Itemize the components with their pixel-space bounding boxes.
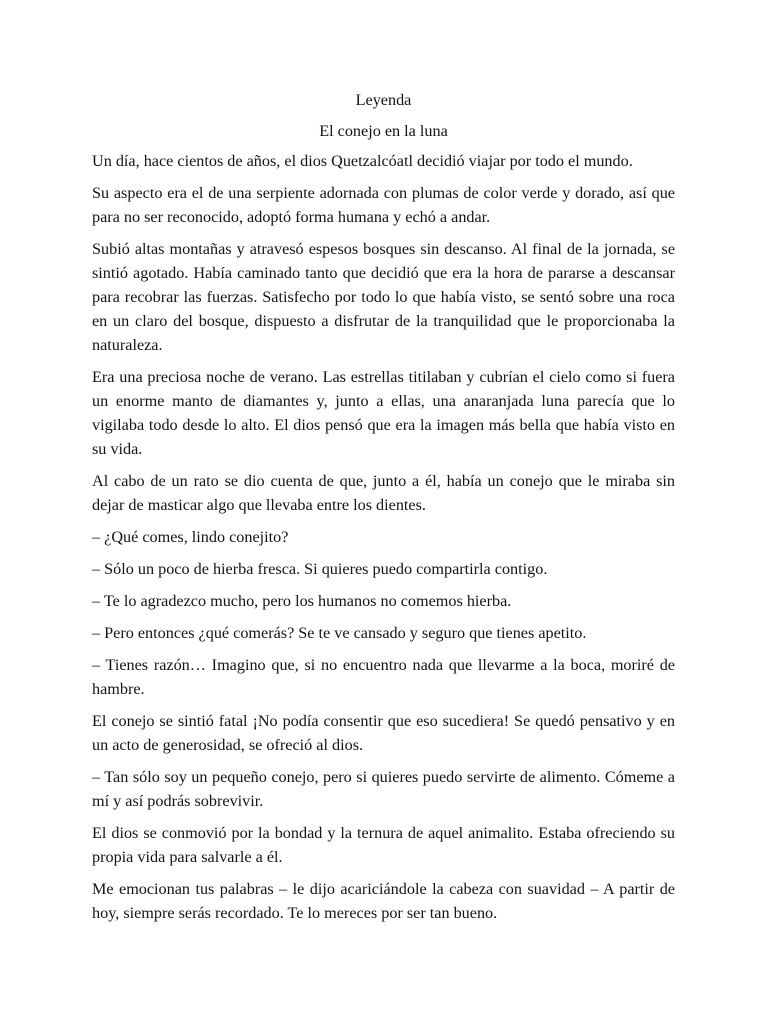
document-page	[92, 88, 675, 933]
dialogue-line: – Te lo agradezco mucho, pero los humanos no comemos hierba.	[92, 592, 512, 610]
paragraph: Subió altas montañas y atravesó espesos bosques sin descanso. Al final de la jornada, se sintió agotado. Había caminado tanto que decidió que era la hora de pararse a descansar para recobrar las fuerzas. Satisfecho por todo lo que había visto, se sentó sobre una roca en un claro del bosque, dispuesto a disfrutar de la tranquilidad que le proporcionaba la naturaleza.	[92, 240, 675, 354]
paragraph: El conejo se sintió fatal ¡No podía consentir que eso sucediera! Se quedó pensativo y en un acto de generosidad, se ofreció al dios.	[92, 712, 675, 754]
dialogue-line: – Pero entonces ¿qué comerás? Se te ve cansado y seguro que tienes apetito.	[92, 624, 587, 642]
dialogue-line: – Tan sólo soy un pequeño conejo, pero si quieres puedo servirte de alimento. Cómeme a mí y así podrás sobrevivir.	[92, 768, 675, 810]
paragraph: Su aspecto era el de una serpiente adornada con plumas de color verde y dorado, así que para no ser reconocido, adoptó forma humana y echó a andar.	[92, 184, 675, 226]
dialogue-line: – ¿Qué comes, lindo conejito?	[92, 528, 289, 546]
document-title: El conejo en la luna	[319, 122, 448, 140]
dialogue-line: – Tienes razón… Imagino que, si no encuentro nada que llevarme a la boca, moriré de hambre.	[92, 656, 675, 698]
paragraph: Un día, hace cientos de años, el dios Quetzalcóatl decidió viajar por todo el mundo.	[92, 152, 633, 170]
paragraph: Al cabo de un rato se dio cuenta de que, junto a él, había un conejo que le miraba sin dejar de masticar algo que llevaba entre los dientes.	[92, 472, 675, 514]
paragraph: Era una preciosa noche de verano. Las estrellas titilaban y cubrían el cielo como si fuera un enorme manto de diamantes y, junto a ellas, una anaranjada luna parecía que lo vigilaba todo desde lo alto. El dios pensó que era la imagen más bella que había visto en su vida.	[92, 368, 675, 458]
paragraph: Me emocionan tus palabras – le dijo acariciándole la cabeza con suavidad – A partir de hoy, siempre serás recordado. Te lo mereces por ser tan bueno.	[92, 880, 675, 922]
paragraph: El dios se conmovió por la bondad y la ternura de aquel animalito. Estaba ofreciendo su propia vida para salvarle a él.	[92, 824, 675, 866]
document-label: Leyenda	[355, 91, 412, 109]
dialogue-line: – Sólo un poco de hierba fresca. Si quieres puedo compartirla contigo.	[92, 560, 548, 578]
